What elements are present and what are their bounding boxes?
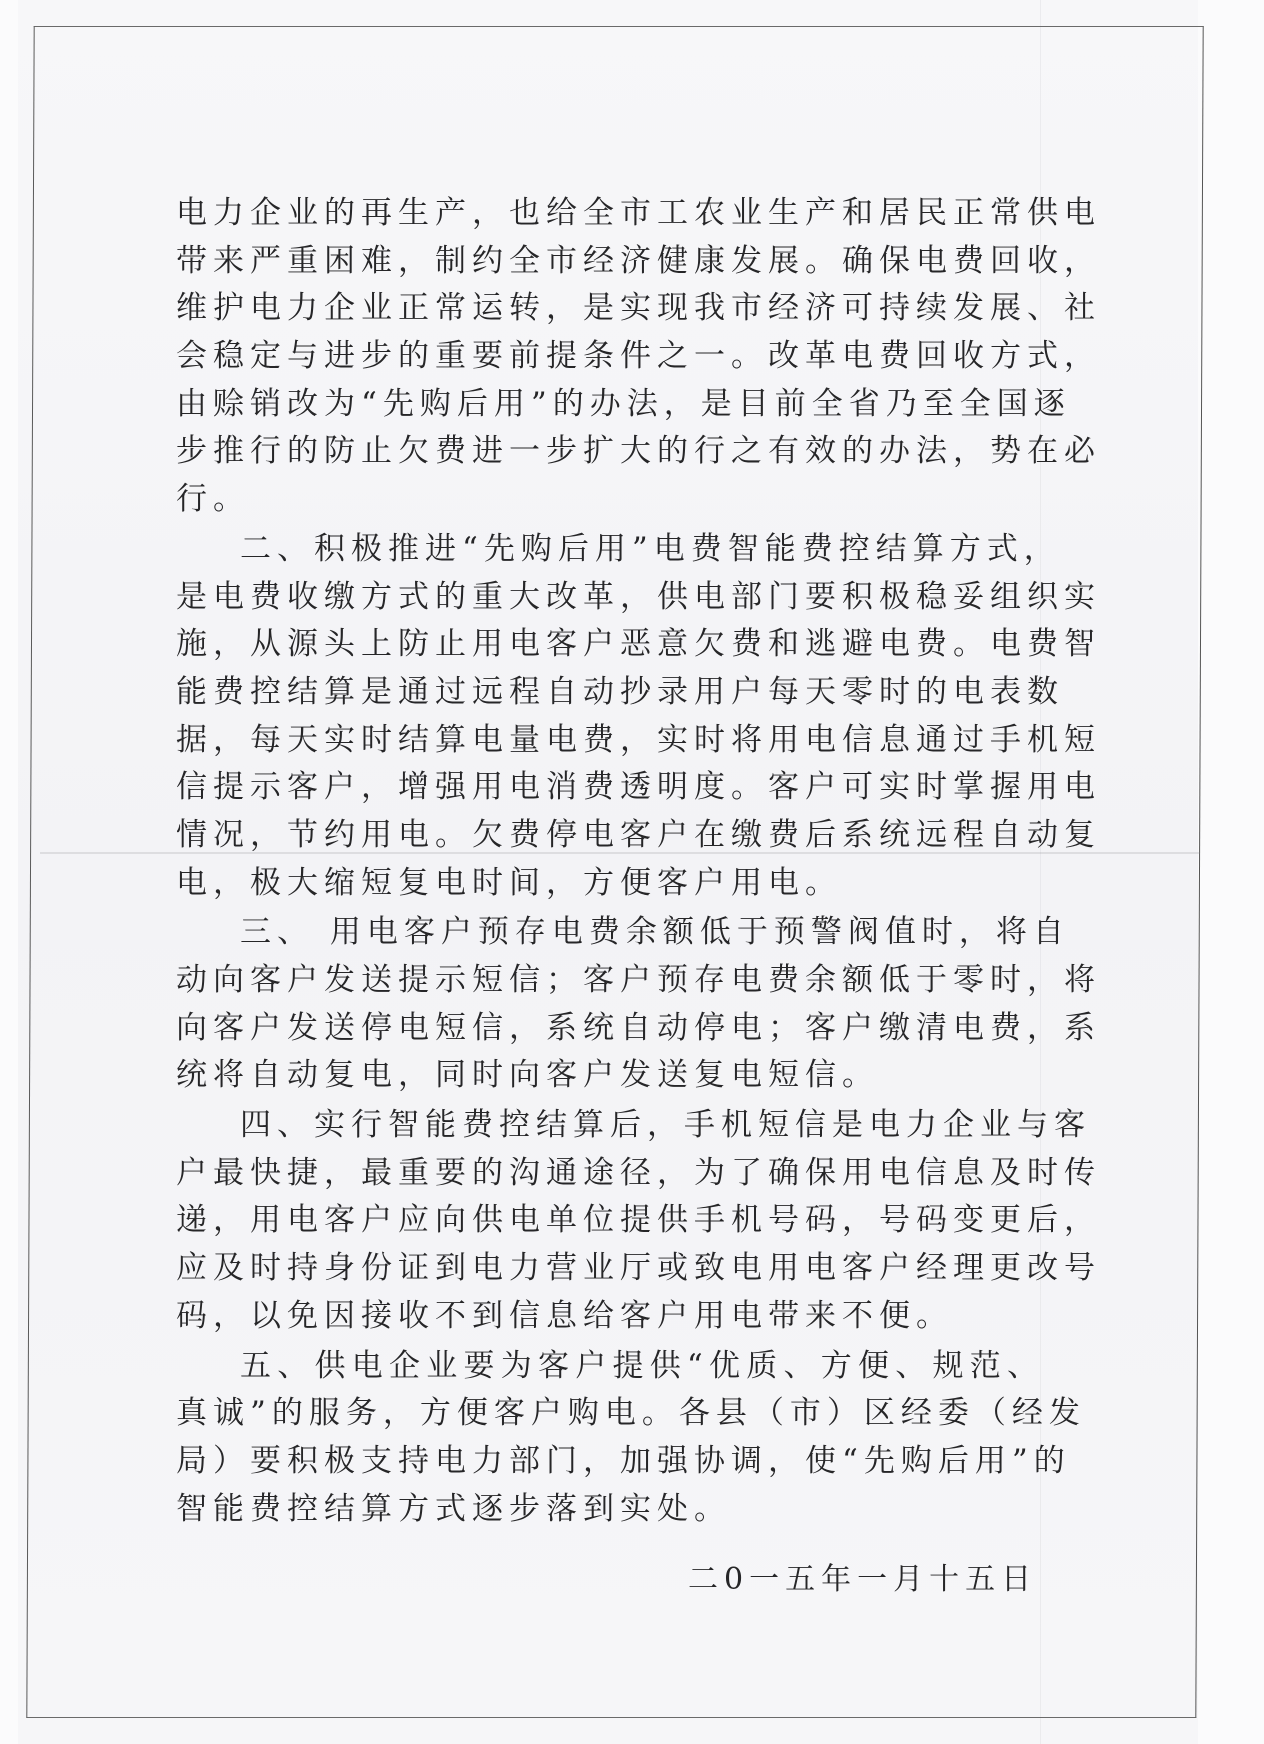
body-line: 维护电力企业正常运转，是实现我市经济可持续发展、社 — [176, 290, 1101, 327]
document-body — [176, 190, 1101, 1533]
body-line: 是电费收缴方式的重大改革，供电部门要积极稳妥组织实 — [176, 578, 1101, 615]
body-line: 行。 — [176, 481, 250, 518]
body-line: 户最快捷，最重要的沟通途径，为了确保用电信息及时传 — [176, 1154, 1101, 1191]
section-2-first-line: 二、积极推进“先购后用”电费智能费控结算方式， — [240, 530, 1061, 567]
body-line: 动向客户发送提示短信；客户预存电费余额低于零时，将 — [176, 962, 1101, 998]
section-4-first-line: 四、实行智能费控结算后，手机短信是电力企业与客 — [240, 1107, 1091, 1144]
body-line: 局）要积极支持电力部门，加强协调，使“先购后用”的 — [176, 1442, 1071, 1479]
body-line: 据，每天实时结算电量电费，实时将用电信息通过手机短 — [176, 721, 1101, 758]
body-line: 施，从源头上防止用电客户恶意欠费和逃避电费。电费智 — [176, 626, 1101, 663]
body-line: 递，用电客户应向供电单位提供手机号码，号码变更后， — [176, 1202, 1101, 1239]
body-line: 应及时持身份证到电力营业厅或致电用电客户经理更改号 — [176, 1250, 1101, 1287]
body-line: 电，极大缩短复电时间，方便客户用电。 — [176, 864, 842, 901]
body-line: 电力企业的再生产，也给全市工农业生产和居民正常供电 — [176, 195, 1101, 231]
body-line: 能费控结算是通过远程自动抄录用户每天零时的电表数 — [176, 673, 1064, 710]
body-line: 统将自动复电，同时向客户发送复电短信。 — [176, 1057, 879, 1094]
section-3-first-line: 三、 用电客户预存电费余额低于预警阀值时，将自 — [240, 914, 1070, 951]
body-line: 步推行的防止欠费进一步扩大的行之有效的办法，势在必 — [176, 433, 1101, 470]
body-line: 真诚”的服务，方便客户购电。各县（市）区经委（经发 — [176, 1395, 1086, 1432]
body-line: 码，以免因接收不到信息给客户用电带来不便。 — [176, 1297, 953, 1334]
body-line: 由赊销改为“先购后用”的办法，是目前全省乃至全国逐 — [176, 385, 1071, 422]
body-line: 向客户发送停电短信，系统自动停电；客户缴清电费，系 — [176, 1009, 1101, 1046]
section-5-first-line: 五、供电企业要为客户提供“优质、方便、规范、 — [240, 1347, 1044, 1384]
body-line: 情况，节约用电。欠费停电客户在缴费后系统远程自动复 — [176, 816, 1101, 853]
body-line: 智能费控结算方式逐步落到实处。 — [176, 1490, 731, 1527]
body-line: 会稳定与进步的重要前提条件之一。改革电费回收方式， — [176, 338, 1101, 375]
body-line: 带来严重困难，制约全市经济健康发展。确保电费回收， — [176, 242, 1101, 279]
body-line: 信提示客户，增强用电消费透明度。客户可实时掌握用电 — [176, 769, 1101, 806]
document-date: 二0一五年一月十五日 — [688, 1562, 1038, 1597]
